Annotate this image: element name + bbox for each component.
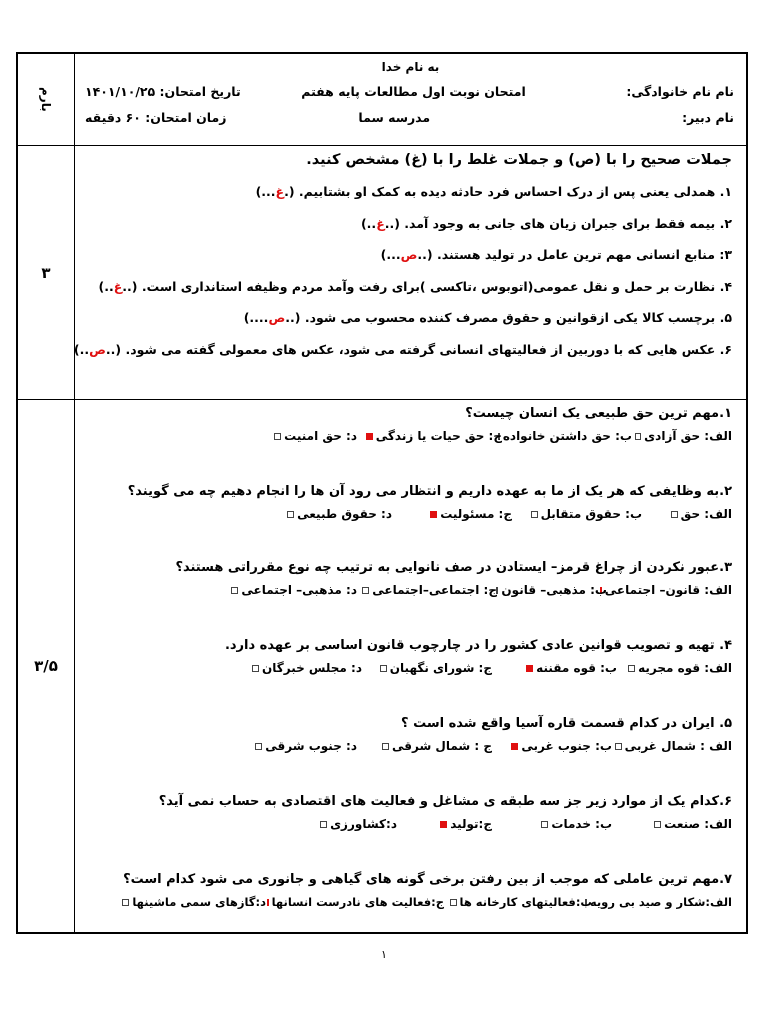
checked-checkbox-icon[interactable]: [526, 665, 533, 672]
option[interactable]: الف:شکار و صید بی رویه: [592, 895, 732, 909]
option[interactable]: الف: قوه مجریه: [617, 661, 732, 675]
question-2: [81, 484, 732, 521]
option[interactable]: ج: اجتماعی–اجتماعی: [357, 583, 497, 597]
option[interactable]: د: مجلس خبرگان: [249, 661, 362, 675]
tf-item: ۶. عکس هایی که با دوربین از فعالیتهای انسانی گرفته می شود، عکس های معمولی گفته می شود. (..ص..): [73, 341, 732, 357]
checkbox-icon[interactable]: [320, 821, 327, 828]
tf-answer: غ: [113, 278, 123, 294]
checkbox-icon[interactable]: [362, 587, 369, 594]
option[interactable]: د: حق امنیت: [271, 429, 357, 443]
question-text: ۴. تهیه و تصویب قوانین عادی کشور را در چارچوب قانون اساسی بر عهده دارد.: [224, 638, 732, 653]
checkbox-icon[interactable]: [122, 899, 129, 906]
header-content: [75, 54, 746, 145]
checkbox-icon[interactable]: [380, 665, 387, 672]
tf-answer: ص: [89, 341, 106, 357]
option[interactable]: الف: صنعت: [612, 817, 732, 831]
option[interactable]: ب: حقوق متقابل: [512, 507, 642, 521]
checkbox-icon[interactable]: [252, 665, 259, 672]
checkbox-icon[interactable]: [231, 587, 238, 594]
tf-answer: غ: [376, 215, 385, 231]
question-text: ۶.کدام یک از موارد زیر جز سه طبقه ی مشاغل و فعالیت های اقتصادی به حساب نمی آید؟: [158, 794, 732, 809]
score-column-header: [18, 54, 75, 145]
header-row: [18, 54, 746, 146]
question-1: [81, 406, 732, 443]
checkbox-icon[interactable]: [541, 821, 548, 828]
checked-checkbox-icon[interactable]: [366, 433, 373, 440]
question-text: ۵. ایران در کدام قسمت قاره آسیا واقع شده است ؟: [401, 716, 732, 731]
option[interactable]: ج: شورای نگهبان: [362, 661, 492, 675]
question-text: ۳.عبور نکردن از چراغ قرمز– ایستادن در صف نانوایی به ترتیب چه نوع مقرراتی هستند؟: [175, 560, 732, 575]
tf-instructions: جملات صحیح را با (ص) و جملات غلط را با (غ) مشخص کنید.: [306, 152, 732, 168]
checkbox-icon[interactable]: [274, 433, 281, 440]
option[interactable]: الف: حق: [642, 507, 732, 521]
question-4: [81, 638, 732, 675]
family-label: نام نام خانوادگی:: [626, 84, 734, 99]
options-row: [81, 583, 732, 597]
question-text: ۲.به وظایفی که هر یک از ما به عهده داریم و انتظار می رود آن ها را انجام دهیم چه می گویند؟: [127, 484, 732, 499]
options-row: [81, 817, 732, 831]
option[interactable]: ب: جنوب غربی: [492, 739, 612, 753]
option[interactable]: د: مذهبی– اجتماعی: [228, 583, 357, 597]
mcq-row: [18, 400, 746, 932]
bismillah: به نام خدا: [381, 60, 440, 74]
true-false-row: [18, 146, 746, 400]
question-text: ۱.مهم ترین حق طبیعی یک انسان چیست؟: [465, 406, 732, 421]
mcq-content: [75, 400, 746, 932]
checkbox-icon[interactable]: [635, 433, 641, 440]
question-5: [81, 716, 732, 753]
checked-checkbox-icon[interactable]: [267, 899, 269, 906]
tf-item: ۵. برچسب کالا یکی ازقوانین و حقوق مصرف کننده محسوب می شود. (..ص....): [243, 310, 732, 325]
options-row: [81, 429, 732, 443]
option[interactable]: ب: قوه مقننه: [492, 661, 617, 675]
tf-content: [75, 146, 746, 399]
option[interactable]: الف: قانون– اجتماعی: [607, 583, 732, 597]
checkbox-icon[interactable]: [671, 511, 678, 518]
checkbox-icon[interactable]: [450, 899, 457, 906]
checkbox-icon[interactable]: [628, 665, 635, 672]
option[interactable]: ج:تولید: [397, 817, 492, 831]
tf-list: [73, 184, 732, 373]
option[interactable]: الف: حق آزادی: [632, 429, 732, 443]
checkbox-icon[interactable]: [382, 743, 389, 750]
option[interactable]: ب: خدمات: [492, 817, 612, 831]
tf-item: ۴. نظارت بر حمل و نقل عمومی(اتوبوس ،تاکسی )برای رفت وآمد مردم وظیفه استانداری است. (..غ..): [98, 278, 732, 294]
options-row: [81, 739, 732, 753]
page-number: ۱: [381, 948, 387, 961]
question-3: [81, 560, 732, 597]
tf-item: ۳: منابع انسانی مهم ترین عامل در تولید هستند. (..ص...): [380, 247, 732, 262]
options-row: [81, 507, 732, 521]
option[interactable]: الف : شمال غربی: [612, 739, 732, 753]
checked-checkbox-icon[interactable]: [511, 743, 518, 750]
option[interactable]: ج:فعالیت های نادرست انسانها: [266, 895, 444, 909]
score-label: بارم: [39, 87, 53, 112]
checkbox-icon[interactable]: [287, 511, 294, 518]
checked-checkbox-icon[interactable]: [430, 511, 437, 518]
options-row: [81, 895, 732, 909]
exam-date: تاریخ امتحان: ۱۴۰۱/۱۰/۲۵: [85, 84, 241, 99]
school-name: مدرسه سما: [358, 110, 431, 125]
option[interactable]: ب: حق داشتن خانواده: [502, 429, 632, 443]
option[interactable]: د: حقوق طبیعی: [284, 507, 392, 521]
tf-item: ۲. بیمه فقط برای جبران زیان های جانی به وجود آمد. (..غ..): [360, 215, 732, 231]
header-line-2: [85, 110, 734, 125]
option[interactable]: د:گازهای سمی ماشینها: [119, 895, 266, 909]
header-line-1: [85, 84, 734, 99]
tf-item: ۱. همدلی یعنی پس از درک احساس فرد حادثه دیده به کمک او بشتابیم. (.غ...): [255, 184, 732, 199]
option[interactable]: ج: حق حیات یا زندگی: [357, 429, 502, 443]
checked-checkbox-icon[interactable]: [440, 821, 447, 828]
checkbox-icon[interactable]: [531, 511, 538, 518]
teacher-label: نام دبیر:: [682, 110, 734, 125]
tf-score: ۳: [18, 146, 75, 399]
question-7: [81, 872, 732, 909]
checkbox-icon[interactable]: [615, 743, 622, 750]
option[interactable]: ب: مذهبی– قانون: [497, 583, 607, 597]
option[interactable]: ج : شمال شرقی: [357, 739, 492, 753]
question-text: ۷.مهم ترین عاملی که موجب از بین رفتن برخی گونه های گیاهی و جانوری می شود کدام است؟: [123, 872, 732, 887]
mcq-score: ۳/۵: [18, 400, 75, 932]
exam-sheet: [16, 52, 748, 934]
option[interactable]: د: جنوب شرقی: [252, 739, 357, 753]
option[interactable]: ج: مسئولیت: [392, 507, 512, 521]
options-row: [81, 661, 732, 675]
exam-time: زمان امتحان: ۶۰ دقیقه: [85, 110, 227, 125]
tf-answer: ص: [268, 310, 286, 325]
tf-answer: ص: [400, 247, 418, 262]
tf-answer: غ: [275, 184, 285, 199]
exam-title: امتحان نوبت اول مطالعات پایه هفتم: [301, 84, 526, 99]
option[interactable]: د:کشاورزی: [317, 817, 397, 831]
option[interactable]: ب:فعالیتهای کارخانه ها: [444, 895, 592, 909]
question-6: [81, 794, 732, 831]
checkbox-icon[interactable]: [255, 743, 262, 750]
checkbox-icon[interactable]: [654, 821, 661, 828]
